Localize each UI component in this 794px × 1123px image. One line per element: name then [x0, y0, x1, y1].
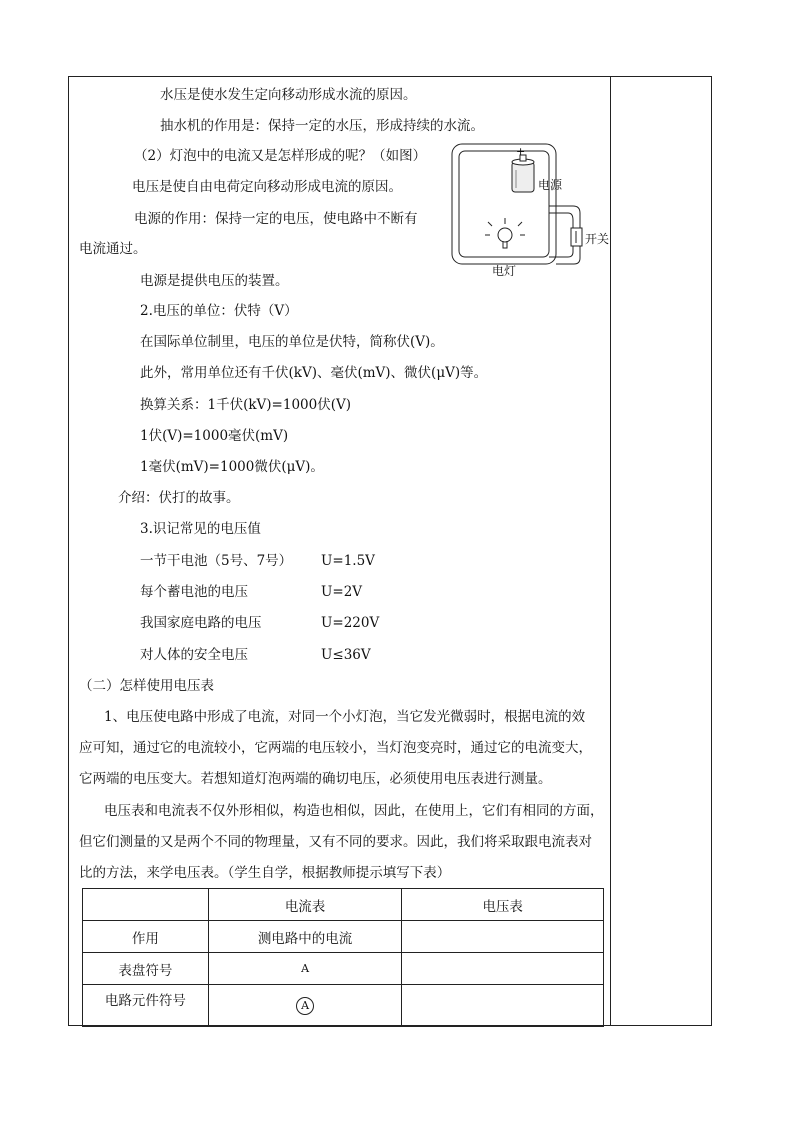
ammeter-cell: 测电路中的电流 — [208, 921, 402, 953]
voltage-item-name: 一节干电池（5号、7号） — [140, 553, 293, 569]
paragraph-line: 1、电压使电路中形成了电流，对同一个小灯泡，当它发光微弱时，根据电流的效 — [104, 709, 586, 725]
circuit-diagram — [448, 140, 618, 280]
paragraph-line: 电压表和电流表不仅外形相似，构造也相似，因此，在使用上，它们有相同的方面， — [104, 803, 604, 819]
text-line: （2）灯泡中的电流又是怎样形成的呢？（如图） — [134, 148, 427, 164]
switch-icon — [571, 228, 582, 246]
table-row — [83, 985, 604, 1027]
section-heading: （二）怎样使用电压表 — [79, 678, 214, 694]
table-row — [83, 921, 604, 953]
table-header-cell: 电流表 — [208, 889, 402, 921]
table-header-cell: 电压表 — [402, 889, 604, 921]
ammeter-cell: A — [208, 953, 402, 985]
ammeter-cell — [208, 985, 402, 1027]
row-label: 作用 — [83, 921, 209, 953]
battery-icon — [512, 155, 534, 192]
row-label: 电路元件符号 — [83, 985, 209, 1027]
text-line: 1伏(V)=1000毫伏(mV) — [140, 428, 289, 444]
text-line: 抽水机的作用是：保持一定的水压，形成持续的水流。 — [160, 118, 484, 134]
text-line: 在国际单位制里，电压的单位是伏特，简称伏(V)。 — [140, 334, 444, 350]
lamp-label: 电灯 — [492, 264, 517, 278]
voltage-item-value: U=2V — [321, 584, 363, 600]
row-label: 表盘符号 — [83, 953, 209, 985]
switch-label: 开关 — [585, 232, 610, 246]
text-line: 此外，常用单位还有千伏(kV)、毫伏(mV)、微伏(μV)等。 — [140, 365, 488, 381]
voltmeter-cell[interactable] — [402, 953, 604, 985]
section-heading: 2.电压的单位：伏特（V） — [140, 303, 298, 319]
text-line: 电源的作用：保持一定的电压，使电路中不断有 — [134, 211, 418, 227]
text-line: 电源是提供电压的装置。 — [140, 273, 289, 289]
table-row — [83, 953, 604, 985]
paragraph-line: 但它们测量的又是两个不同的物理量，又有不同的要求。因此，我们将采取跟电流表对 — [79, 834, 592, 850]
paragraph-line: 应可知，通过它的电流较小，它两端的电压较小，当灯泡变亮时，通过它的电流变大， — [79, 740, 592, 756]
ammeter-symbol-icon: A — [296, 997, 314, 1015]
power-source-label: 电源 — [538, 178, 563, 192]
voltmeter-cell[interactable] — [402, 985, 604, 1027]
voltage-item-name: 我国家庭电路的电压 — [140, 615, 262, 631]
text-line: 电流通过。 — [79, 241, 147, 257]
battery-plus-label: + — [516, 145, 526, 158]
table-header-cell — [83, 889, 209, 921]
voltage-item-value: U=220V — [321, 615, 380, 631]
voltage-item-name: 对人体的安全电压 — [140, 647, 248, 663]
voltage-item-value: U≤36V — [321, 647, 371, 663]
paragraph-line: 它两端的电压变大。若想知道灯泡两端的确切电压，必须使用电压表进行测量。 — [79, 771, 552, 787]
text-line: 介绍：伏打的故事。 — [118, 490, 240, 506]
voltage-item-name: 每个蓄电池的电压 — [140, 584, 248, 600]
table-header-row — [83, 889, 604, 921]
paragraph-line: 比的方法，来学电压表。（学生自学，根据教师提示填写下表） — [79, 865, 451, 881]
circuit-figure — [448, 140, 618, 280]
voltmeter-cell[interactable] — [402, 921, 604, 953]
comparison-table — [82, 888, 604, 1027]
voltage-item-value: U=1.5V — [321, 553, 375, 569]
text-line: 1毫伏(mV)=1000微伏(μV)。 — [140, 459, 324, 475]
text-line: 电压是使自由电荷定向移动形成电流的原因。 — [132, 179, 402, 195]
lamp-icon — [485, 218, 525, 248]
section-heading: 3.识记常见的电压值 — [140, 521, 261, 537]
text-line: 换算关系：1千伏(kV)=1000伏(V) — [140, 397, 352, 413]
text-line: 水压是使水发生定向移动形成水流的原因。 — [160, 87, 417, 103]
